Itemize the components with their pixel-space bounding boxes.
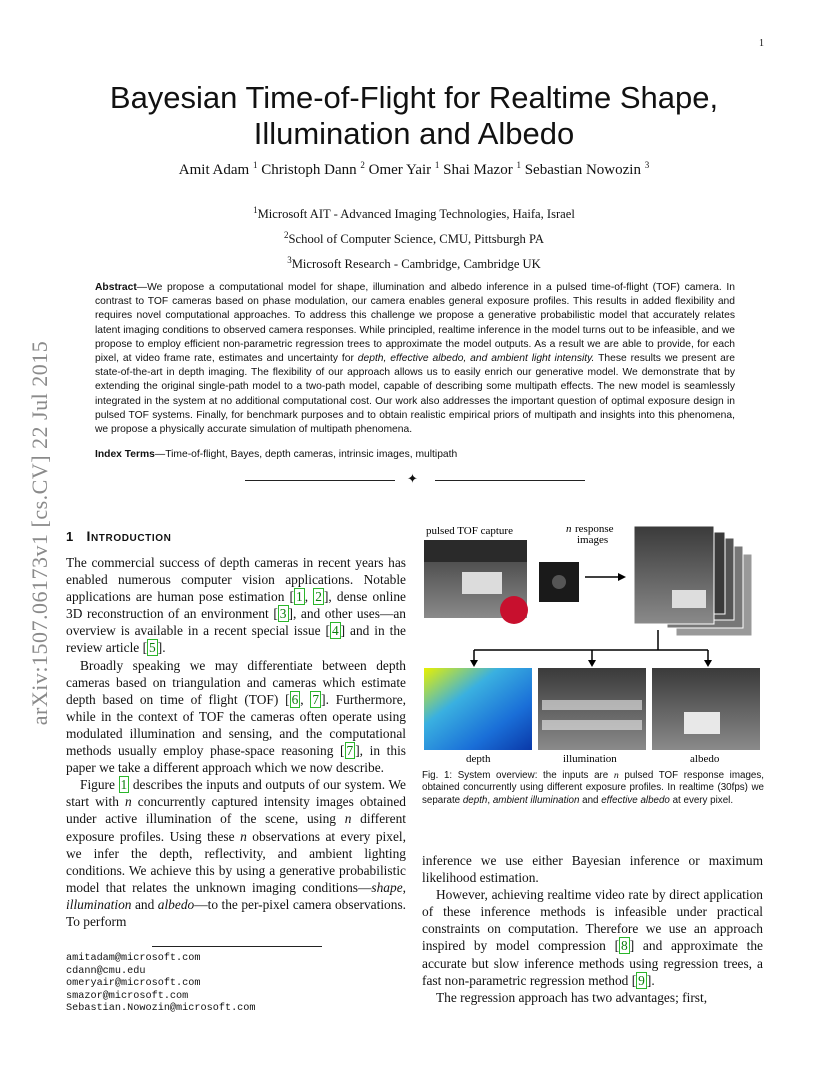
- affiliation-text: Microsoft Research - Cambridge, Cambridge UK: [291, 257, 541, 272]
- author-name: Amit Adam: [178, 162, 250, 178]
- arrow-head: [470, 660, 478, 667]
- paragraph: The commercial success of depth cameras in recent years has enabled numerous computer vision applications. Notable applications are human pose estimation [ 1 , 2 ], dense online 3D reconstruction of an environment [ 3 ], and other uses—an overview is available in a recent special issue [ 4 ] and in the review article [ 5 ].: [66, 555, 406, 656]
- separator-rule-left: [245, 480, 395, 481]
- output-albedo-image: [652, 668, 760, 750]
- footnote-email: Sebastian.Nowozin@microsoft.com: [66, 1003, 256, 1015]
- figure-label-albedo: albedo: [690, 753, 720, 765]
- affiliation-line: [0, 200, 828, 225]
- author-name: Shai Mazor: [443, 162, 513, 178]
- affiliation-line: [0, 225, 828, 250]
- footnote-email: omeryair@microsoft.com: [66, 978, 201, 990]
- index-terms-label: Index Terms: [95, 449, 155, 460]
- response-image-board: [672, 590, 706, 608]
- paragraph: Figure 1 describes the inputs and outputs of our system. We start with n concurrently captured intensity images obtained under active illumination of the scene, using n different exposure profiles. Using these n observations at every pixel, we infer the depth, reflectivity, and ambient lighting conditions. We achieve this by using a generative probabilistic model that relates the unknown imaging conditions—shape, illumination and albedo—to the per-pixel camera observations. To perform: [66, 777, 406, 929]
- page-number: 1: [759, 38, 764, 49]
- paragraph: inference we use either Bayesian inference or maximum likelihood estimation.: [422, 853, 763, 886]
- footnotes: [66, 953, 256, 1016]
- figure-label-capture: pulsed TOF capture: [426, 525, 513, 537]
- citation-link[interactable]: 2: [315, 589, 322, 605]
- footnote-email: cdann@cmu.edu: [66, 965, 146, 977]
- citation-link[interactable]: 5: [149, 640, 156, 656]
- paragraph: The regression approach has two advantages; first,: [436, 989, 708, 1005]
- footnote-email: amitadam@microsoft.com: [66, 953, 201, 964]
- title-line-2: Illumination and Albedo: [253, 116, 575, 151]
- section-heading: [66, 528, 171, 544]
- response-image: [634, 526, 714, 624]
- affiliation-mark: 1: [253, 205, 258, 215]
- affiliation-mark: 3: [287, 255, 292, 266]
- citation-link[interactable]: 6: [291, 691, 299, 707]
- figure-label-n: n: [566, 523, 572, 535]
- illumination-stripe: [542, 720, 642, 730]
- abstract: [95, 281, 735, 437]
- figure-label-images: images: [577, 534, 609, 546]
- citation-link[interactable]: 7: [346, 743, 354, 759]
- figure-label-illumination: illumination: [563, 753, 617, 765]
- citation-link[interactable]: 8: [621, 938, 628, 954]
- affiliation-text: School of Computer Science, CMU, Pittsburgh PA: [288, 232, 544, 247]
- figure-label-depth: depth: [466, 753, 491, 765]
- index-terms-text: —Time-of-flight, Bayes, depth cameras, intrinsic images, multipath: [154, 449, 458, 460]
- affiliations: [0, 200, 828, 276]
- author-affiliation-mark: 2: [360, 160, 365, 170]
- citation-link[interactable]: 9: [638, 972, 645, 988]
- author-affiliation-mark: 1: [252, 160, 258, 170]
- section-title: Introduction: [86, 528, 172, 544]
- footnote-rule: [152, 946, 322, 947]
- separator-diamond-icon: ✦: [407, 471, 418, 486]
- citation-link[interactable]: 7: [312, 691, 320, 707]
- author-name: Sebastian Nowozin: [524, 162, 641, 178]
- abstract-text: These results we present are state-of-the-art in depth imaging. The flexibility of our approach allows us to easily enrich our generative model. We demonstrate that by extending the original single-path model to a two-path model, capable of describing some multipath effects. The new model is seamlessly integrated in the system at no additional computational cost. Our work also addresses the important question of optimal exposure design in pulsed TOF systems. Finally, for benchmark purposes and to obtain realistic empirical priors of multipath and insights into this phenomena, we propose a physically accurate simulation of multipath phenomena.: [95, 353, 735, 436]
- figure-label-response: response: [575, 523, 614, 535]
- affiliation-mark: 2: [284, 230, 289, 241]
- body-column-right: [422, 852, 763, 1006]
- arrow-head: [618, 573, 626, 581]
- citation-link[interactable]: 3: [279, 606, 287, 622]
- figure-1: [422, 520, 762, 770]
- footnote-email: smazor@microsoft.com: [66, 990, 189, 1002]
- section-separator: [245, 471, 585, 486]
- illumination-stripe: [542, 700, 642, 710]
- abstract-emphasis: depth, effective albedo, and ambient light intensity.: [357, 353, 595, 365]
- author-affiliation-mark: 1: [434, 160, 440, 170]
- citation-link[interactable]: 1: [296, 589, 303, 605]
- arxiv-stamp: [20, 298, 60, 768]
- affiliation-line: [0, 250, 828, 275]
- abstract-text: —We propose a computational model for shape, illumination and albedo inference in a pulsed time-of-flight (TOF) camera. In contrast to TOF cameras based on phase modulation, our camera enables general exposure profiles. This results in added flexibility and requires novel computational approaches. To address this challenge we propose a generative probabilistic model that accurately relates latent imaging conditions to observed camera responses. While principled, realtime inference in the model turns out to be infeasible, and we propose to employ efficient non-parametric regression trees to approximate the model outputs. As a result we are able to provide, for each pixel, at video frame rate, estimates and uncertainty for: [95, 282, 735, 365]
- author-name: Omer Yair: [368, 162, 432, 178]
- figure-1-graphic: [422, 520, 762, 770]
- arrow-head: [588, 660, 596, 667]
- arrow-head: [704, 660, 712, 667]
- author-affiliation-mark: 1: [516, 160, 521, 170]
- affiliation-text: Microsoft AIT - Advanced Imaging Technologies, Haifa, Israel: [257, 207, 575, 222]
- figure-link[interactable]: 1: [120, 777, 128, 793]
- paper-title: [0, 80, 828, 152]
- arxiv-stamp-text: arXiv:1507.06173v1 [cs.CV] 22 Jul 2015: [27, 340, 52, 726]
- body-column-left: [66, 554, 406, 930]
- author-list: [0, 160, 828, 179]
- section-number: 1: [66, 529, 74, 544]
- scene-photo-board: [462, 572, 502, 594]
- abstract-label: Abstract: [95, 282, 137, 293]
- paragraph: Broadly speaking we may differentiate between depth cameras based on triangulation and cameras which estimate depth based on time of flight (TOF) [ 6 , 7 ]. Furthermore, while in the context of TOF the cameras often operate using modulated illumination and sensing, and the computational methods usually employ phase-space reasoning [ 7 ], in this paper we take a different approach which we now describe.: [66, 657, 406, 776]
- scene-photo-wall: [424, 540, 527, 562]
- tof-camera-lens: [552, 575, 566, 589]
- index-terms: [95, 449, 735, 460]
- scene-photo-red-object: [500, 596, 528, 624]
- paragraph: However, achieving realtime video rate by direct application of these inference methods is infeasible under practical constraints on computation. Therefore we use an approach inspired by model compression [ 8 ] and approximate the accurate but slow inference methods using regression trees, a fast non-parametric regression method [ 9 ].: [422, 887, 763, 988]
- title-line-1: Bayesian Time-of-Flight for Realtime Shape,: [109, 80, 719, 115]
- output-depth-image: [424, 668, 532, 750]
- citation-link[interactable]: 4: [331, 623, 339, 639]
- albedo-board: [684, 712, 720, 734]
- author-name: Christoph Dann: [261, 162, 357, 178]
- figure-caption: Fig. 1: System overview: the inputs are n pulsed TOF response images, obtained concurrently using different exposure profiles. In realtime (30fps) we separate depth, ambient illumination and effective albedo at every pixel.: [422, 770, 764, 806]
- author-affiliation-mark: 3: [644, 160, 650, 170]
- separator-rule-right: [435, 480, 585, 481]
